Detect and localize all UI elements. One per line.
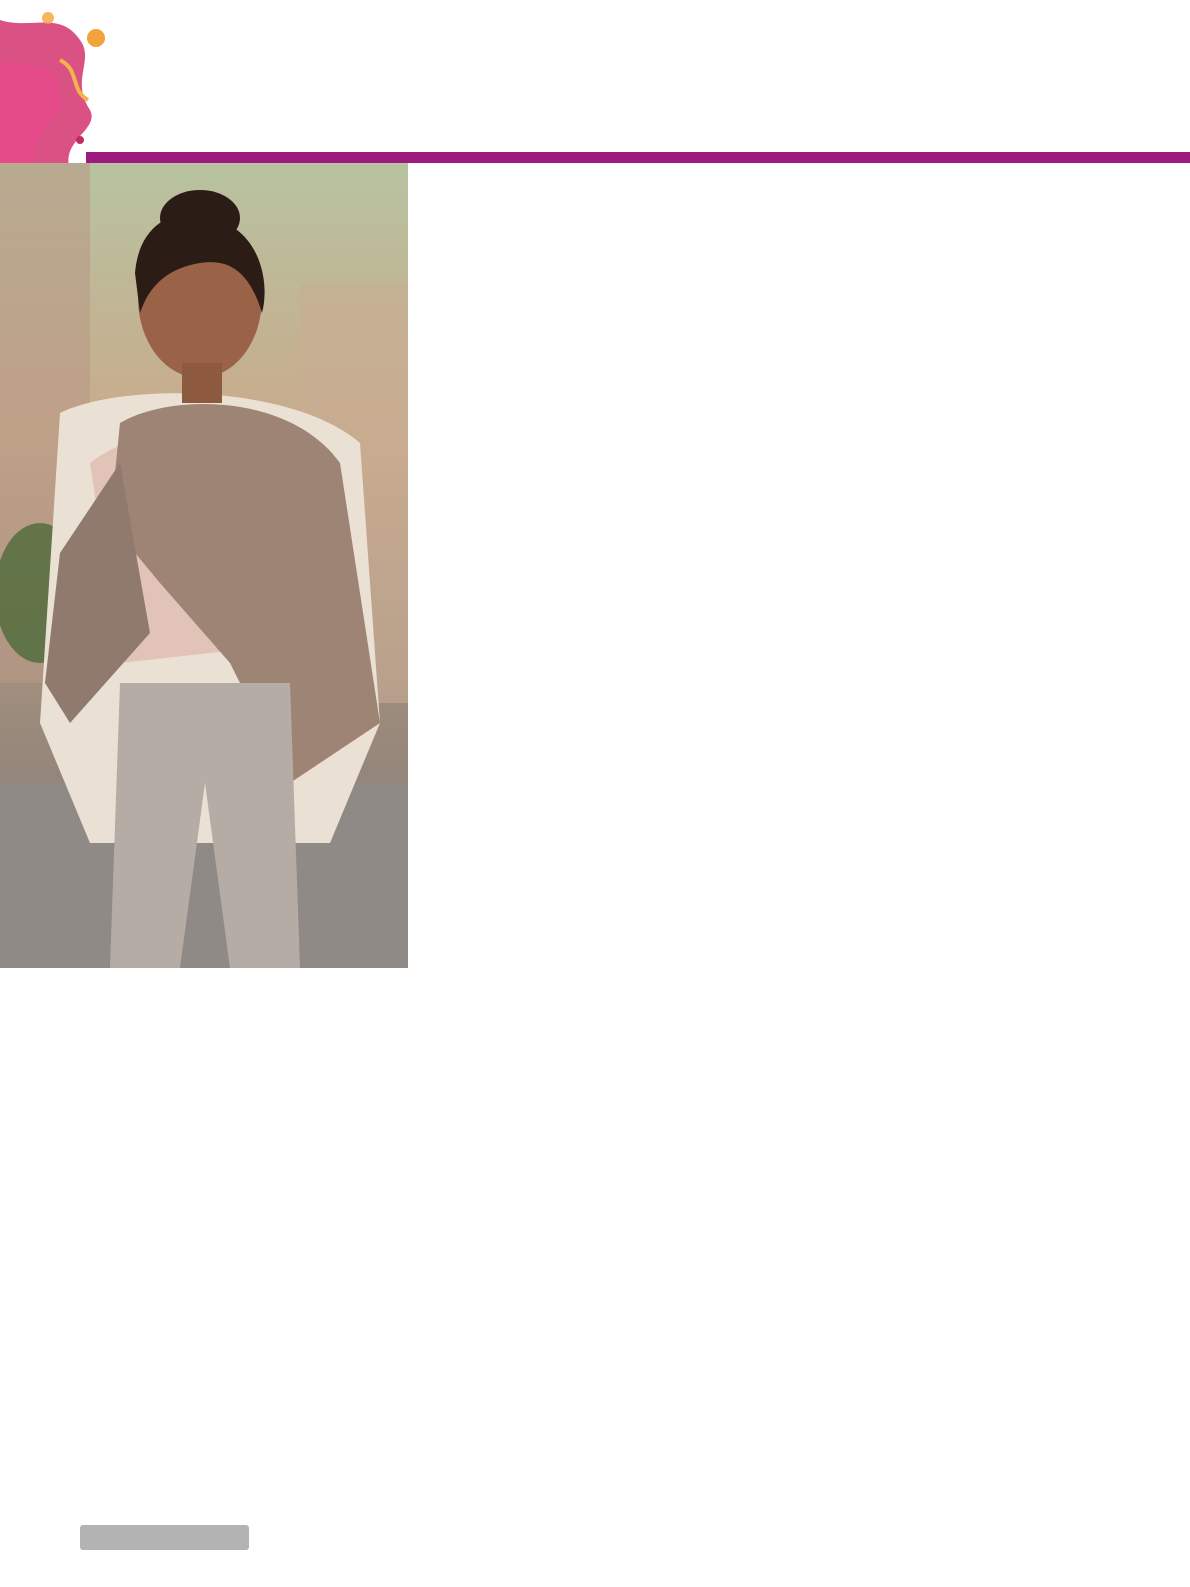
- page-footer: [80, 1525, 249, 1550]
